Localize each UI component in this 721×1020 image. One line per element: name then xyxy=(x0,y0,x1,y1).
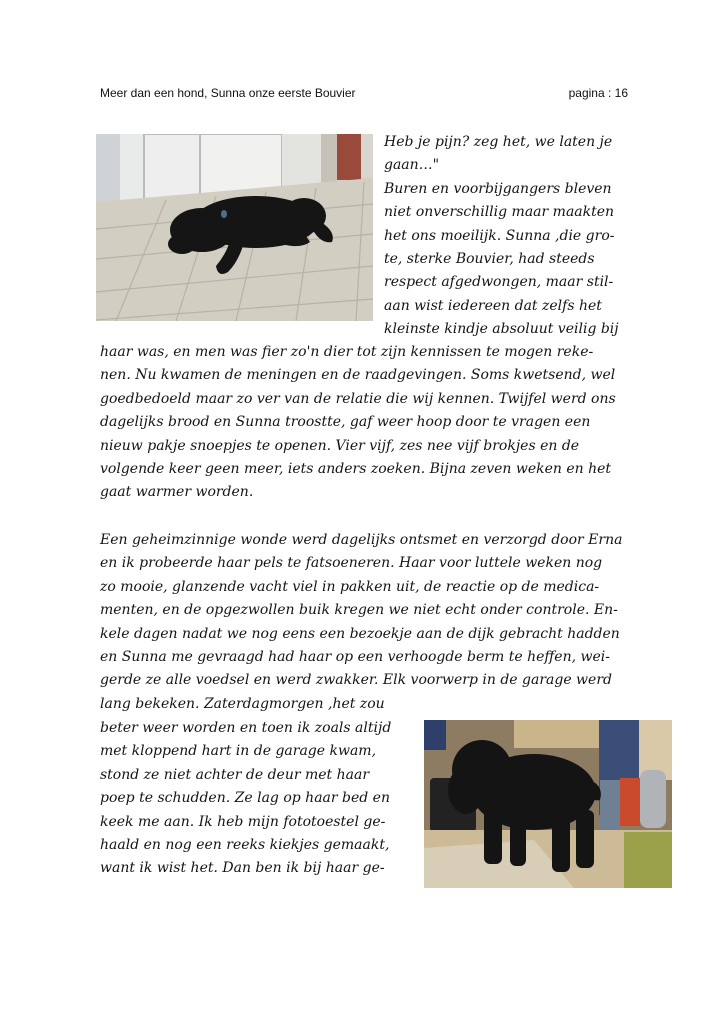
text-line: menten, en de opgezwollen buik kregen we niet echt onder controle. En- xyxy=(100,602,618,619)
text-line: gaat warmer worden. xyxy=(100,484,254,501)
text-line: Een geheimzinnige wonde werd dagelijks ontsmet en verzorgd door Erna xyxy=(100,532,623,548)
text-line: haar was, en men was fier zo'n dier tot zijn kennissen te mogen reke- xyxy=(100,344,594,360)
text-line: gerde ze alle voedsel en werd zwakker. Elk voorwerp in de garage werd xyxy=(100,672,612,689)
text-line: het ons moeilijk. Sunna ,die gro- xyxy=(384,227,615,244)
text-line: Buren en voorbijgangers bleven xyxy=(384,180,612,197)
text-line: nen. Nu kwamen de meningen en de raadgevingen. Soms kwetsend, wel xyxy=(100,367,616,384)
text-line: niet onverschillig maar maakten xyxy=(384,204,615,221)
text-line: respect afgedwongen, maar stil- xyxy=(384,274,614,291)
standing-dog-photo xyxy=(424,720,672,888)
page-header xyxy=(100,86,628,100)
text-line: aan wist iedereen dat zelfs het xyxy=(384,297,602,314)
lying-dog-photo xyxy=(96,134,373,321)
text-line: poep te schudden. Ze lag op haar bed en xyxy=(100,790,390,807)
header-title: Meer dan een hond, Sunna onze eerste Bouvier xyxy=(100,86,356,100)
text-line: stond ze niet achter de deur met haar xyxy=(100,766,370,783)
text-line: zo mooie, glanzende vacht viel in pakken uit, de reactie op de medica- xyxy=(100,578,600,595)
page-number: pagina : 16 xyxy=(568,86,628,100)
text-line: volgende keer geen meer, iets anders zoeken. Bijna zeven weken en het xyxy=(100,461,612,478)
text-line: dagelijks brood en Sunna troostte, gaf weer hoop door te vragen een xyxy=(100,414,591,431)
text-line: nieuw pakje snoepjes te openen. Vier vijf, zes nee vijf brokjes en de xyxy=(100,437,580,454)
text-line: lang bekeken. Zaterdagmorgen ,het zou xyxy=(100,695,385,712)
text-line: en ik probeerde haar pels te fatsoeneren. Haar voor luttele weken nog xyxy=(100,555,603,572)
text-line: beter weer worden en toen ik zoals altijd xyxy=(100,720,392,736)
left-column-text xyxy=(100,717,391,881)
text-line: keek me aan. Ik heb mijn fototoestel ge- xyxy=(100,813,386,830)
text-line: want ik wist het. Dan ben ik bij haar ge- xyxy=(100,860,385,877)
text-line: kleinste kindje absoluut veilig bij xyxy=(384,321,619,338)
text-line: en Sunna me gevraagd had haar op een verhoogde berm te heffen, wei- xyxy=(100,649,610,666)
right-column-text xyxy=(384,131,619,342)
text-line: met kloppend hart in de garage kwam, xyxy=(100,743,377,760)
text-line: haald en nog een reeks kiekjes gemaakt, xyxy=(100,837,390,854)
paragraph-1 xyxy=(100,341,616,505)
text-line: te, sterke Bouvier, had steeds xyxy=(384,251,595,268)
text-line: Heb je pijn? zeg het, we laten je xyxy=(384,134,613,150)
text-line: kele dagen nadat we nog eens een bezoekje aan de dijk gebracht hadden xyxy=(100,625,620,642)
paragraph-2 xyxy=(100,529,622,716)
text-line: goedbedoeld maar zo ver van de relatie die wij kennen. Twijfel werd ons xyxy=(100,390,616,407)
text-line: gaan…" xyxy=(384,157,440,174)
